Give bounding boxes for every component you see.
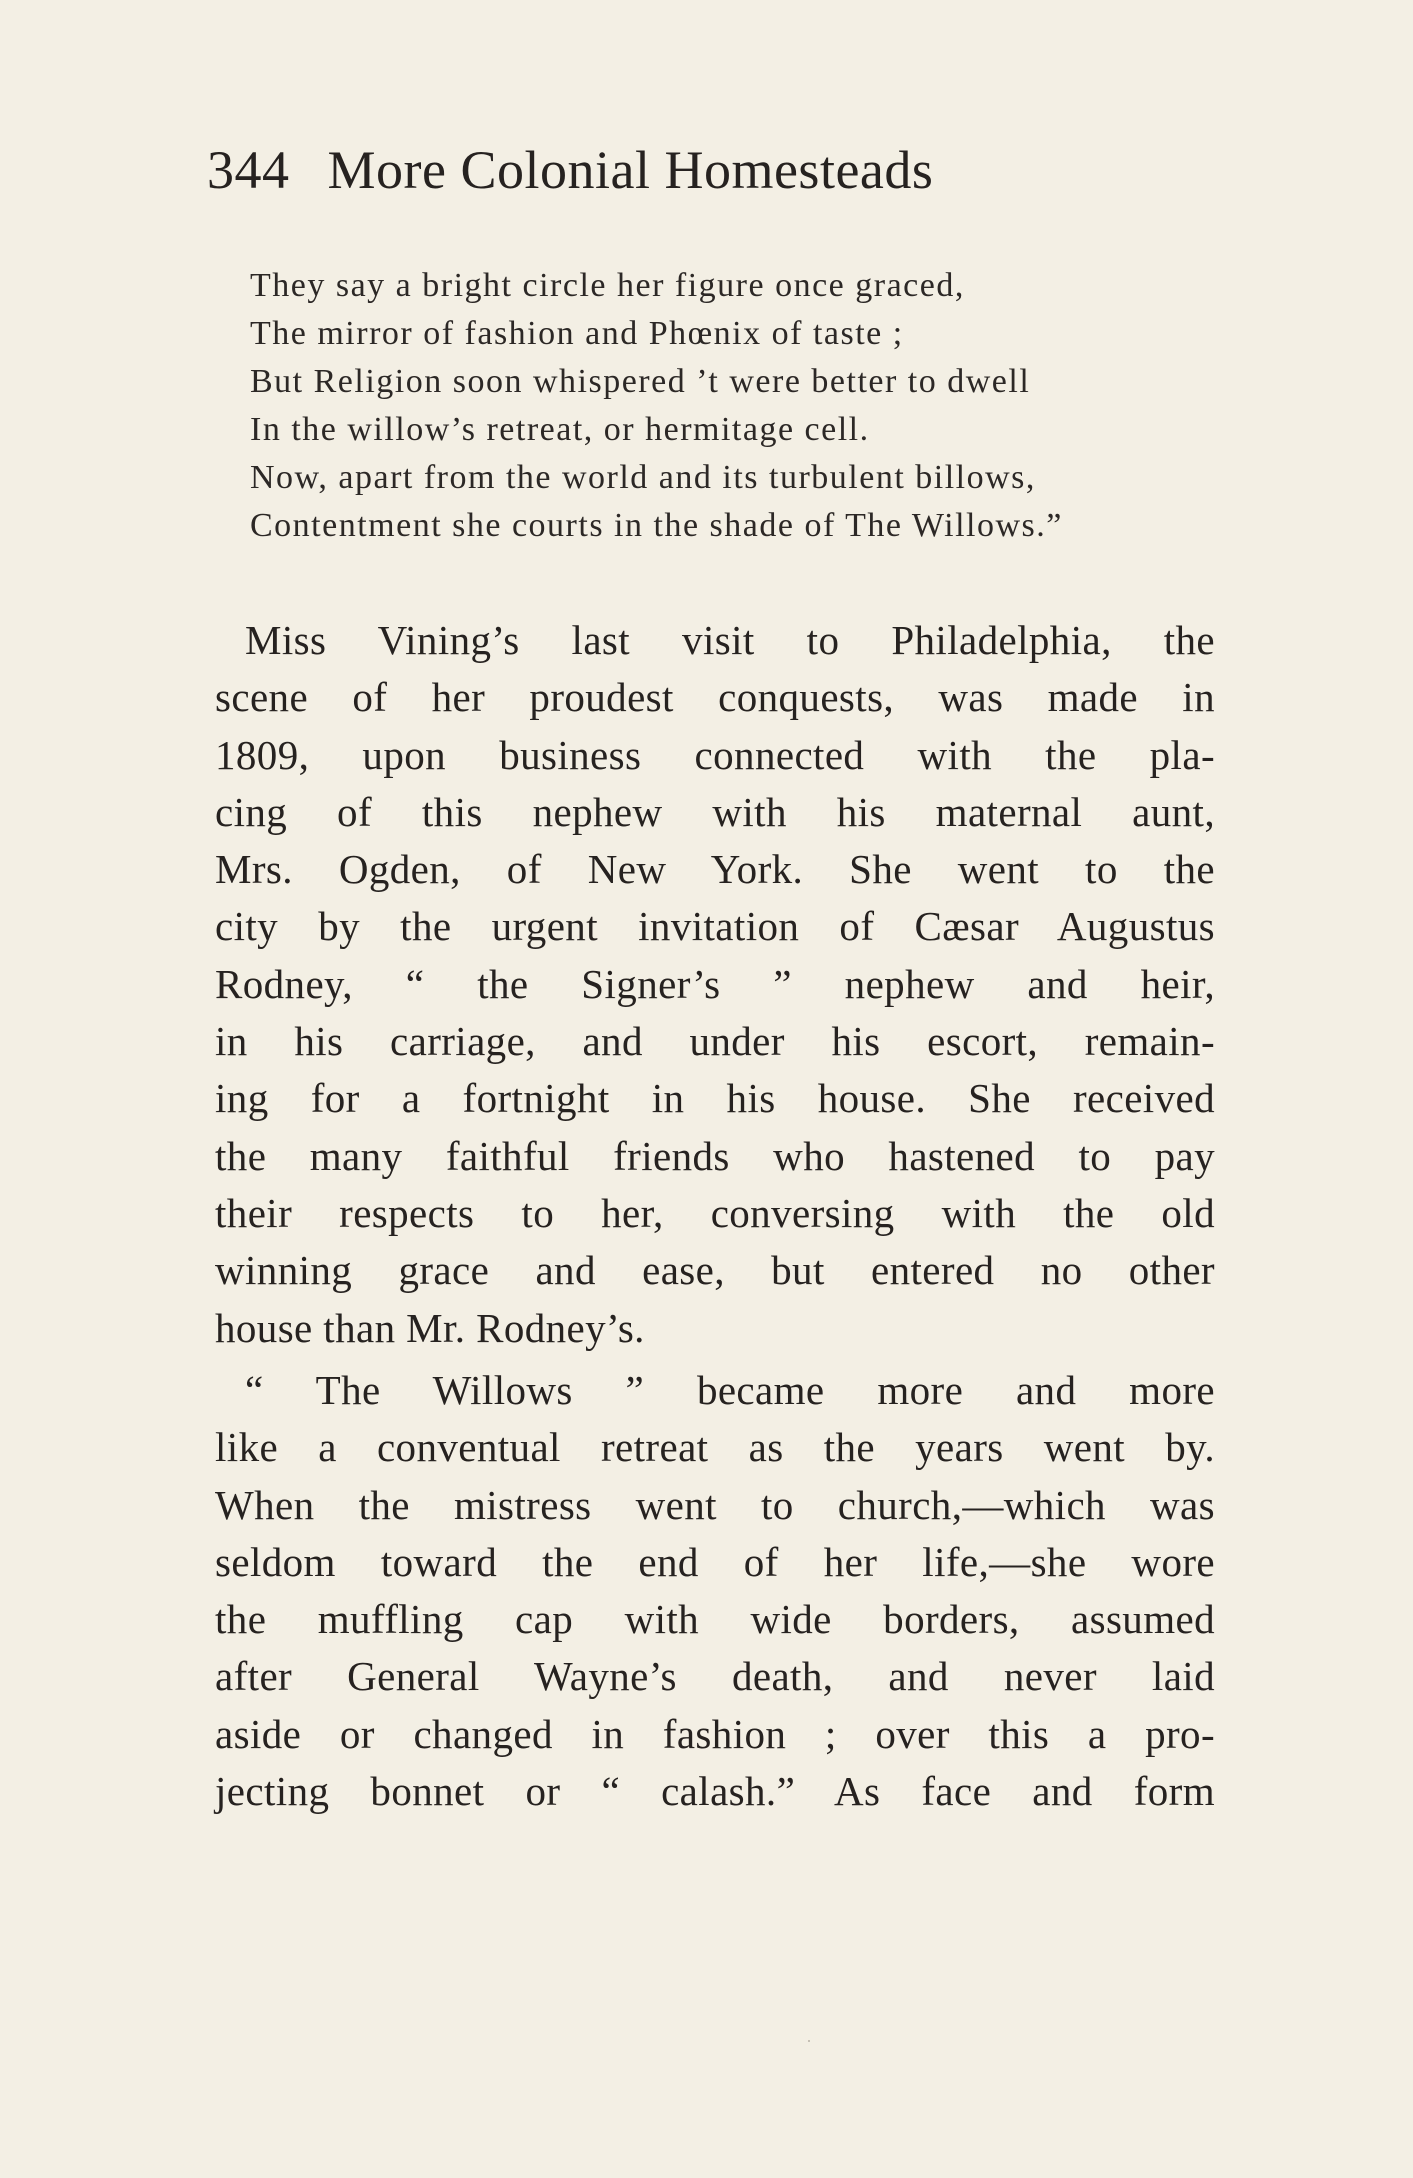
paper-speck (808, 2040, 810, 2042)
paragraph-2 (215, 1362, 1215, 1820)
text-line: the muffling cap with wide borders, assumed (215, 1596, 1215, 1643)
text-line: jecting bonnet or “ calash.” As face and form (215, 1768, 1215, 1815)
verse-line: They say a bright circle her figure once graced, (250, 267, 965, 304)
text-line: 1809, upon business connected with the pla- (215, 731, 1215, 778)
text-line: Miss Vining’s last visit to Philadelphia, the (245, 617, 1215, 663)
verse-line: Contentment she courts in the shade of The Willows.” (250, 507, 1063, 544)
text-line: ing for a fortnight in his house. She received (215, 1075, 1215, 1122)
text-line: cing of this nephew with his maternal aunt, (215, 788, 1215, 835)
text-line: Rodney, “ the Signer’s ” nephew and heir, (215, 960, 1215, 1007)
text-line: winning grace and ease, but entered no other (215, 1247, 1215, 1294)
text-line: the many faithful friends who hastened to pay (215, 1132, 1215, 1179)
page-number: 344 (207, 140, 290, 200)
paragraph-1 (215, 612, 1215, 1357)
text-line: Mrs. Ogden, of New York. She went to the (215, 846, 1215, 893)
running-head (207, 140, 933, 200)
text-line: their respects to her, conversing with the old (215, 1189, 1215, 1236)
text-line: When the mistress went to church,—which was (215, 1481, 1215, 1528)
verse-line: But Religion soon whispered ’t were better to dwell (250, 363, 1031, 400)
text-line: aside or changed in fashion ; over this a pro- (215, 1710, 1215, 1757)
text-line: city by the urgent invitation of Cæsar Augustus (215, 903, 1215, 950)
verse-line: Now, apart from the world and its turbulent billows, (250, 459, 1036, 496)
text-line: after General Wayne’s death, and never laid (215, 1653, 1215, 1700)
text-line: in his carriage, and under his escort, remain- (215, 1018, 1215, 1065)
text-line: seldom toward the end of her life,—she wore (215, 1538, 1215, 1585)
text-line: like a conventual retreat as the years went by. (215, 1424, 1215, 1471)
verse-line: In the willow’s retreat, or hermitage cell. (250, 411, 870, 448)
text-line: house than Mr. Rodney’s. (215, 1304, 645, 1351)
text-line: “ The Willows ” became more and more (245, 1367, 1215, 1413)
verse-line: The mirror of fashion and Phœnix of taste ; (250, 315, 904, 352)
text-line: scene of her proudest conquests, was made in (215, 674, 1215, 721)
verse-quotation (250, 262, 1250, 550)
running-title: More Colonial Homesteads (327, 140, 934, 200)
